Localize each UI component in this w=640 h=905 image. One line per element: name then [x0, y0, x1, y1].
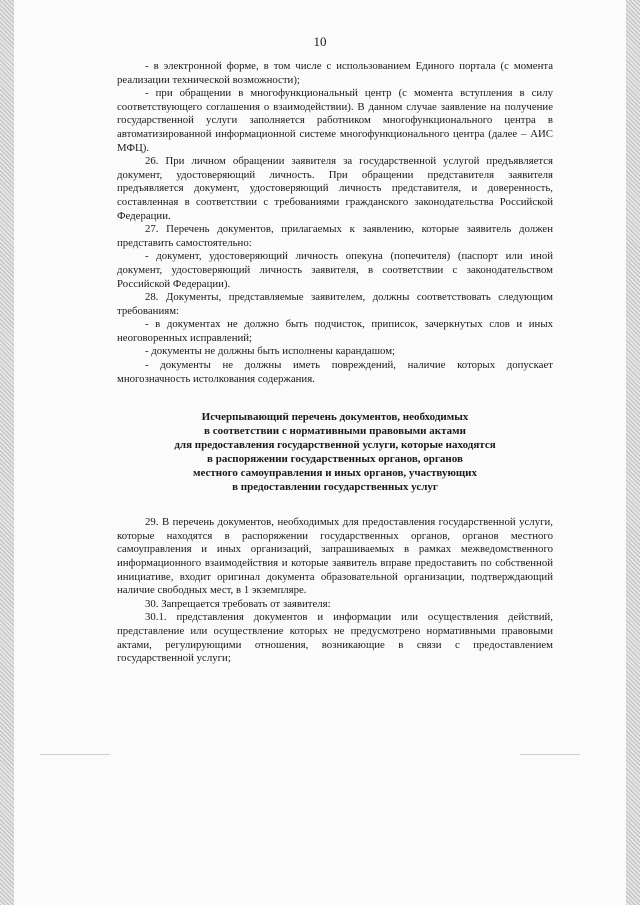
paragraph: 30.1. представления документов и информации или осуществления действий, представление или осуществление которых не предусмотрено нормативными правовыми актами, регулирующими отношения, возникающие в связи с предоставлением государственной услуги;	[117, 611, 553, 665]
scan-artifact-line	[520, 754, 580, 755]
paragraph: - при обращении в многофункциональный центр (с момента вступления в силу соответствующего соглашения о взаимодействии). В данном случае заявление на получение государственной услуги заполняется работником многофункционального центра в автоматизированной информационной системе многофункционального центра (далее – АИС МФЦ).	[117, 87, 553, 154]
paragraph: 28. Документы, представляемые заявителем, должны соответствовать следующим требованиям:	[117, 291, 553, 317]
paragraph: - в документах не должно быть подчисток, приписок, зачеркнутых слов и иных неоговоренных исправлений;	[117, 318, 553, 344]
scan-artifact-line	[40, 754, 110, 755]
page-body	[117, 60, 553, 666]
paragraph: - документы не должны иметь повреждений, наличие которых допускает многозначность истолкования содержания.	[117, 359, 553, 385]
scan-edge-right	[626, 0, 640, 905]
paragraphs-bottom	[117, 516, 553, 666]
paragraph: 26. При личном обращении заявителя за государственной услугой предъявляется документ, удостоверяющий личность. При обращении представителя заявителя предъявляется документ, удостоверяющий личность представителя, и доверенность, составленная в соответствии с требованиями гражданского законодательства Российской Федерации.	[117, 155, 553, 222]
paragraph: - документы не должны быть исполнены карандашом;	[145, 345, 396, 358]
page-number: 10	[313, 34, 327, 49]
paragraph: 27. Перечень документов, прилагаемых к заявлению, которые заявитель должен представить самостоятельно:	[117, 223, 553, 249]
heading-line: для предоставления государственной услуги, которые находятся	[174, 439, 496, 452]
heading-line: в предоставлении государственных услуг	[232, 481, 438, 494]
paragraph: 30. Запрещается требовать от заявителя:	[145, 597, 331, 610]
paragraphs-top	[117, 60, 553, 386]
heading-line: местного самоуправления и иных органов, участвующих	[192, 467, 478, 480]
heading-line: в распоряжении государственных органов, органов	[207, 453, 463, 466]
heading-line: в соответствии с нормативными правовыми актами	[204, 425, 466, 438]
section-heading	[127, 410, 543, 494]
paragraph: - документ, удостоверяющий личность опекуна (попечителя) (паспорт или иной документ, удостоверяющий личность заявителя, в соответствии с законодательством Российской Федерации).	[117, 250, 553, 290]
scan-edge-left	[0, 0, 14, 905]
paragraph: 29. В перечень документов, необходимых для предоставления государственной услуги, которые находятся в распоряжении государственных органов, органов местного самоуправления и иных организаций, запрашиваемых в рамках межведомственного информационного взаимодействия и которые заявитель вправе предоставить по собственной инициативе, входит оригинал документа образовательной организации, подтверждающий наличие свободных мест, в 1 экземпляре.	[117, 516, 553, 597]
paragraph: - в электронной форме, в том числе с использованием Единого портала (с момента реализации технической возможности);	[117, 60, 553, 86]
heading-line: Исчерпывающий перечень документов, необходимых	[201, 411, 469, 424]
